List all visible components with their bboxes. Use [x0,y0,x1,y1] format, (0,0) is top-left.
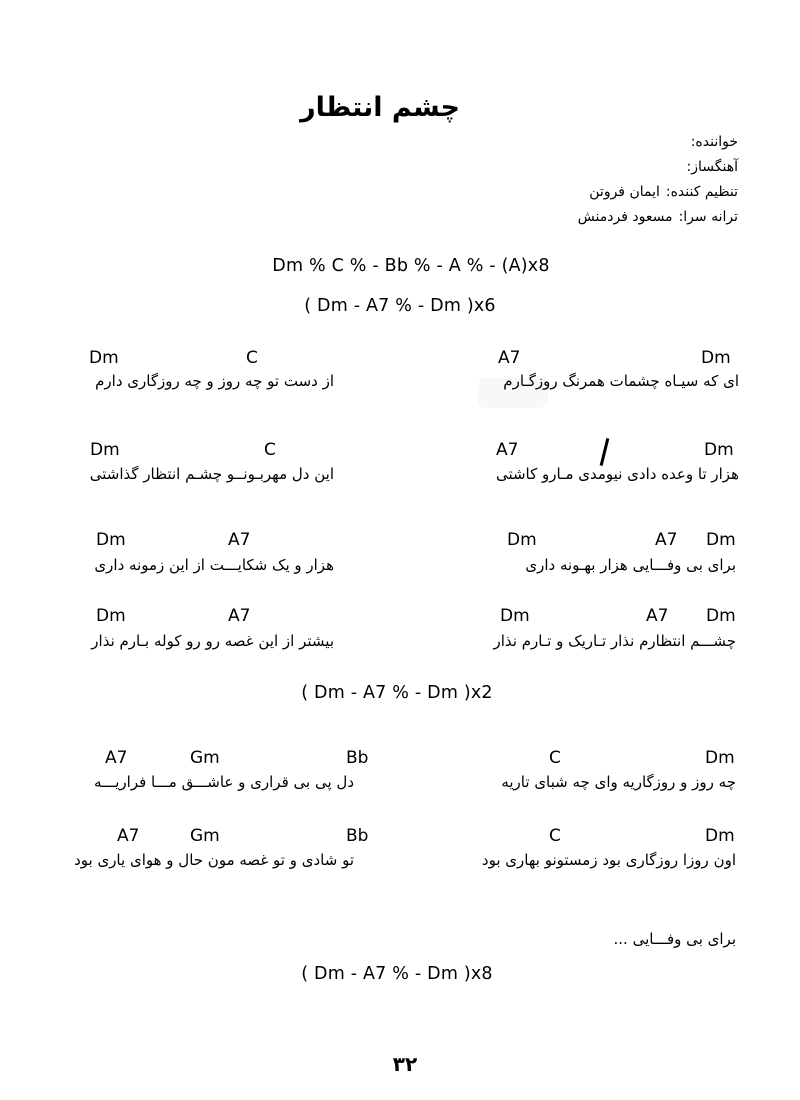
credit-singer [578,130,738,155]
chord: Gm [190,826,220,846]
chord: Bb [346,748,369,768]
credit-label: خواننده: [690,134,738,150]
chord: Dm [89,348,119,368]
chord: A7 [117,826,140,846]
lyric-line: ای که سیـاه چشمات همرنگ روزگـارم [503,372,739,390]
chord: Dm [96,530,126,550]
intro-progression-2: ( Dm - A7 % - Dm )x6 [304,296,496,316]
handwritten-slash-mark [600,438,610,466]
page-number: ۳۲ [392,1052,418,1076]
chord: A7 [655,530,678,550]
chord: C [549,826,561,846]
credit-label: تنظیم کننده: [665,184,738,200]
credit-label: آهنگساز: [686,159,738,175]
lyric-line: این دل مهربـونــو چشـم انتظار گذاشتی [89,465,334,483]
chord: Dm [90,440,120,460]
lyric-line: تو شادی و تو غصه مون حال و هوای یاری بود [74,851,354,869]
lyric-line: بیشتر از این غصه رو رو کوله بـارم نذار [91,632,334,650]
chord: Dm [706,530,736,550]
lyric-line: چه روز و روزگاریه وای چه شبای تاریه [501,773,736,791]
credit-value: ایمان فروتن [589,184,660,200]
chord: Dm [500,606,530,626]
chord: A7 [228,606,251,626]
chord: Bb [346,826,369,846]
chord: Dm [507,530,537,550]
credit-label: ترانه سرا: [678,209,738,225]
chord: Dm [705,748,735,768]
chord: A7 [496,440,519,460]
lyric-line: هزار و یک شکایـــت از این زمونه داری [94,556,334,574]
credit-arranger [578,180,738,205]
chord: Dm [96,606,126,626]
lyric-line: برای بی وفـــایی هزار بهـونه داری [525,556,736,574]
chord: Gm [190,748,220,768]
chord: Dm [704,440,734,460]
interlude-progression: ( Dm - A7 % - Dm )x2 [301,683,493,703]
chord: A7 [646,606,669,626]
intro-progression-1: Dm % C % - Bb % - A % - (A)x8 [272,256,550,276]
chord: A7 [498,348,521,368]
lyric-line: از دست تو چه روز و چه روزگاری دارم [95,372,334,390]
credit-value: مسعود فردمنش [577,209,673,225]
lyric-line: هزار تا وعده دادی نیومدی مـارو کاشتی [495,465,739,483]
song-credits [578,130,738,230]
lyric-line: اون روزا روزگاری بود زمستونو بهاری بود [481,851,736,869]
chord: A7 [228,530,251,550]
chord: Dm [705,826,735,846]
chord: A7 [105,748,128,768]
lyric-line: دل پی بی قراری و عاشـــق مـــا فراریـــه [94,773,354,791]
credit-lyricist [578,205,738,230]
outro-progression: ( Dm - A7 % - Dm )x8 [301,964,493,984]
song-title: چشم انتظار [300,92,460,123]
chord: C [549,748,561,768]
chord: C [246,348,258,368]
credit-composer [578,155,738,180]
chord: Dm [701,348,731,368]
reprise-note: برای بی وفـــایی ... [613,930,736,948]
lyric-line: چشـــم انتظارم نذار تـاریک و تـارم نذار [493,632,736,650]
chord: Dm [706,606,736,626]
chord: C [264,440,276,460]
